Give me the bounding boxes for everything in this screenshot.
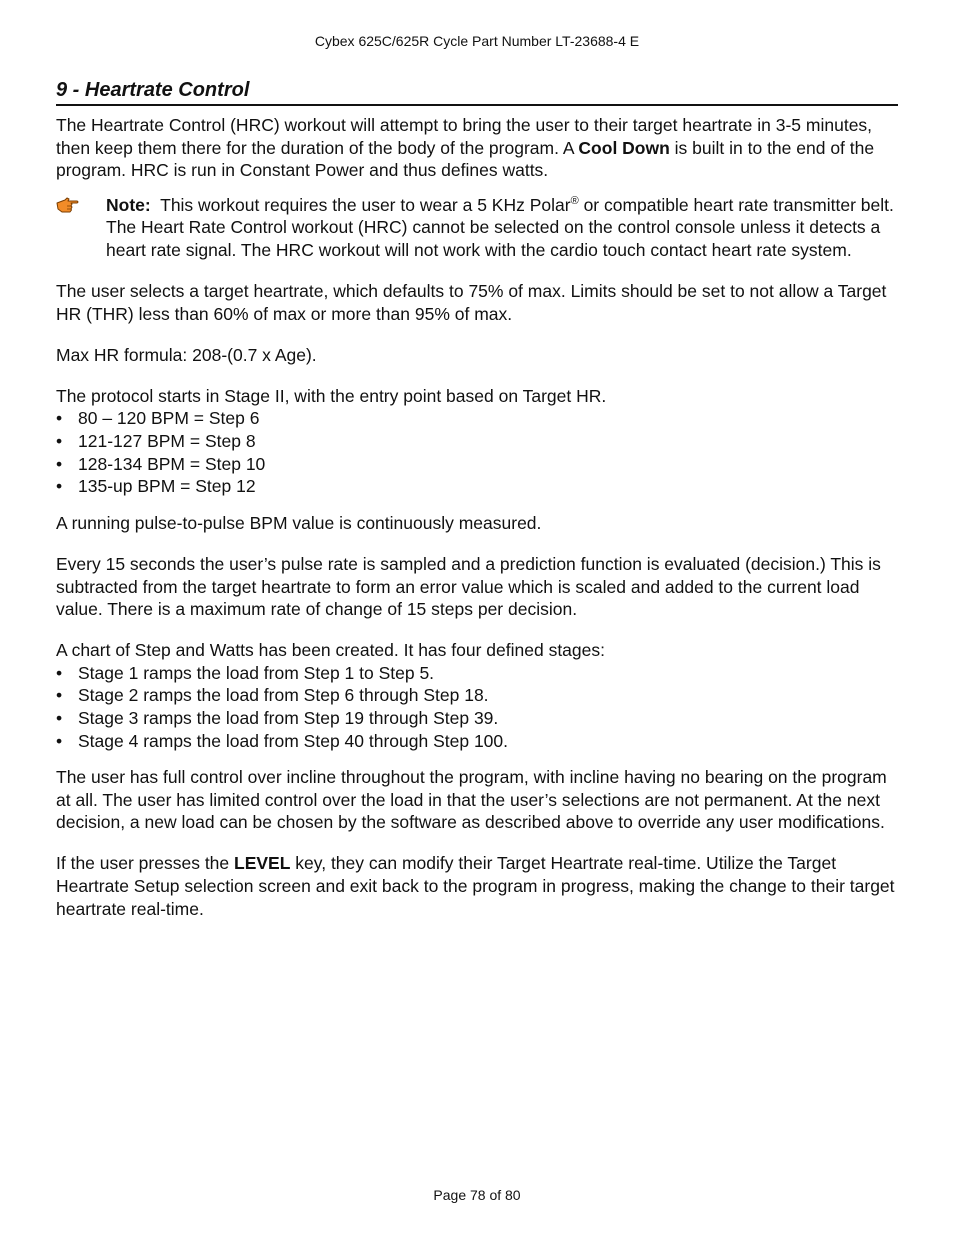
- running-header: Cybex 625C/625R Cycle Part Number LT-23688-4 E: [314, 33, 640, 49]
- cool-down-term: Cool Down: [578, 137, 670, 158]
- list-item-text: 135-up BPM = Step 12: [78, 476, 256, 497]
- intro-text: The Heartrate Control (HRC) workout will attempt to bring the user to their target heartrate in 3-5 minutes, then keep them there for the duration of the body of the program. A: [56, 115, 873, 158]
- note-text-end: or compatible heart rate transmitter belt. The Heart Rate Control workout (HRC) cannot be selected on the control console unless it detects a heart rate signal. The HRC workout will not work with the cardio touch contact heart rate system.: [106, 194, 894, 260]
- list-item-text: 128-134 BPM = Step 10: [78, 453, 266, 474]
- stage-list: [56, 662, 901, 752]
- pointing-hand-icon: [56, 194, 80, 216]
- list-item-text: Stage 3 ramps the load from Step 19 through Step 39.: [78, 707, 499, 728]
- intro-text-end: is built in to the end of the program. HRC is run in Constant Power and thus defines watts.: [56, 137, 875, 181]
- bullet: •: [56, 707, 63, 728]
- note-text: [106, 194, 901, 262]
- bullet: •: [56, 730, 63, 751]
- list-item-text: 121-127 BPM = Step 8: [78, 431, 256, 452]
- list-item-text: Stage 2 ramps the load from Step 6 through Step 18.: [78, 685, 489, 706]
- protocol-paragraph: The protocol starts in Stage II, with the entry point based on Target HR.: [56, 385, 607, 406]
- list-item: [56, 453, 901, 476]
- incline-control-paragraph: The user has full control over incline throughout the program, with incline having no bearing on the program at all. The user has limited control over the load in that the user’s selections are not permanent. At the next decision, a new load can be chosen by the software as described above to override any user modifications.: [56, 767, 887, 833]
- bullet: •: [56, 431, 63, 452]
- running-bpm-paragraph: A running pulse-to-pulse BPM value is continuously measured.: [56, 512, 542, 533]
- list-item-text: 80 – 120 BPM = Step 6: [78, 408, 260, 429]
- note-block: [56, 194, 901, 262]
- target-hr-paragraph: The user selects a target heartrate, which defaults to 75% of max. Limits should be set to not allow a Target HR (THR) less than 60% of max or more than 95% of max.: [56, 281, 887, 324]
- section-title: 9 - Heartrate Control: [56, 79, 898, 106]
- bullet: •: [56, 685, 63, 706]
- formula-paragraph: Max HR formula: 208-(0.7 x Age).: [56, 344, 317, 365]
- list-item: [56, 430, 901, 453]
- list-item: [56, 407, 901, 430]
- chart-paragraph: A chart of Step and Watts has been created. It has four defined stages:: [56, 640, 605, 661]
- level-key-paragraph: [56, 852, 901, 920]
- registered-mark: ®: [570, 194, 579, 207]
- page-number: Page 78 of 80: [433, 1187, 521, 1203]
- list-item: [56, 662, 901, 685]
- list-item: [56, 730, 901, 753]
- sampling-paragraph: Every 15 seconds the user’s pulse rate is sampled and a prediction function is evaluated (decision.) This is subtracted from the target heartrate to form an error value which is scaled and added to the current load value. There is a maximum rate of change of 15 steps per decision.: [56, 553, 881, 620]
- bpm-step-list: [56, 407, 901, 497]
- bullet: •: [56, 453, 63, 474]
- bullet: •: [56, 662, 63, 683]
- level-text: If the user presses the: [56, 853, 235, 874]
- level-text-end: key, they can modify their Target Heartrate real-time. Utilize the Target Heartrate Setup selection screen and exit back to the program in progress, making the change to their target heartrate real-time.: [56, 853, 895, 919]
- list-item-text: Stage 4 ramps the load from Step 40 through Step 100.: [78, 730, 508, 751]
- level-key-term: LEVEL: [234, 853, 291, 874]
- bullet: •: [56, 408, 63, 429]
- intro-paragraph: [56, 114, 901, 182]
- document-body: [56, 114, 901, 920]
- list-item: [56, 707, 901, 730]
- list-item-text: Stage 1 ramps the load from Step 1 to Step 5.: [78, 662, 435, 683]
- note-text-start: This workout requires the user to wear a 5 KHz Polar: [150, 194, 571, 215]
- list-item: [56, 475, 901, 498]
- list-item: [56, 684, 901, 707]
- note-label: Note:: [106, 194, 151, 215]
- bullet: •: [56, 476, 63, 497]
